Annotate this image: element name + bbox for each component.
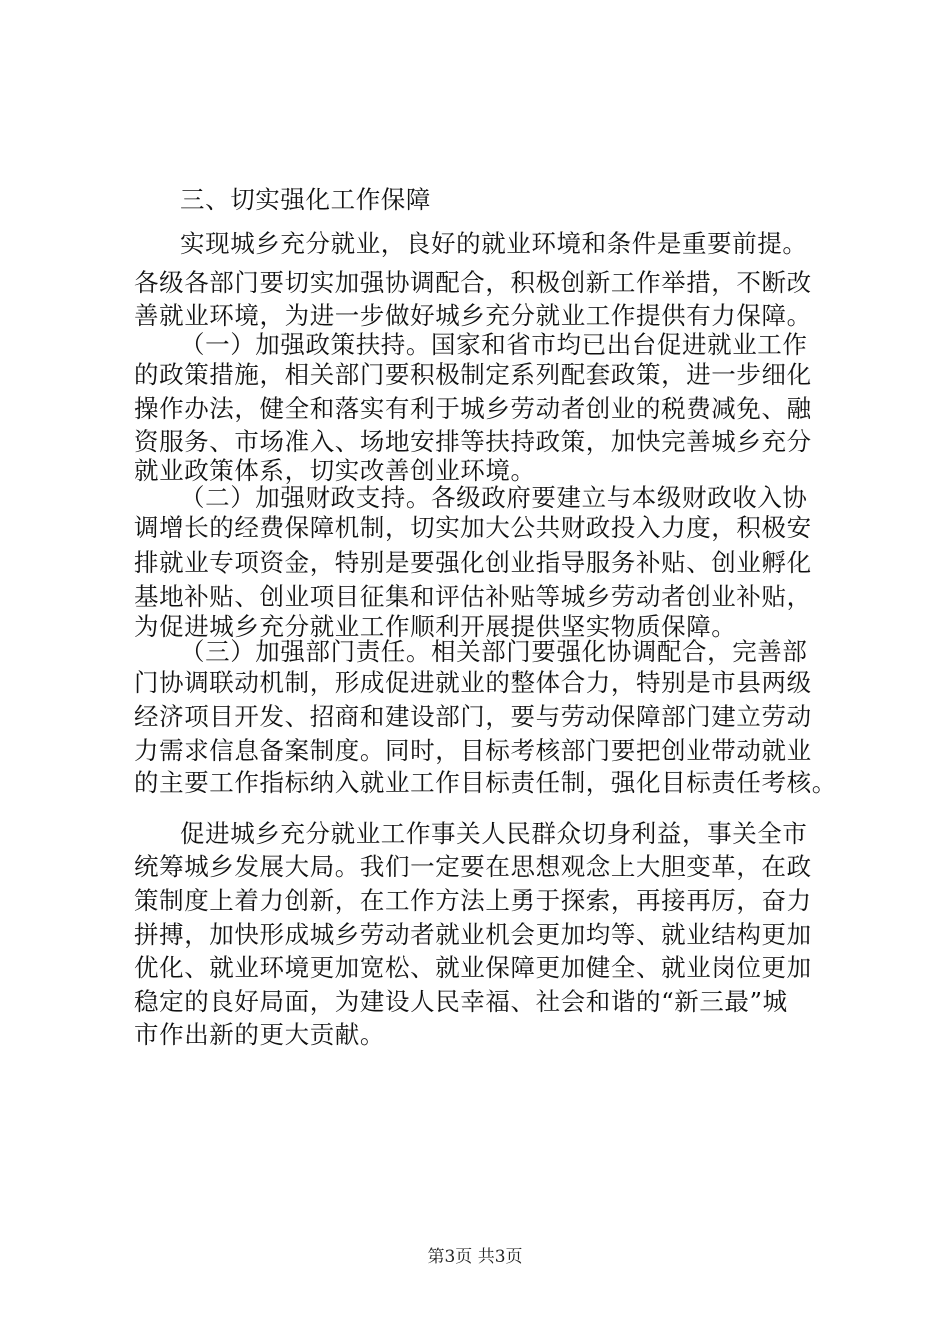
- text-line: 的政策措施，相关部门要积极制定系列配套政策，进一步细化: [134, 360, 812, 389]
- text-line: 力需求信息备案制度。同时，目标考核部门要把创业带动就业: [134, 736, 812, 765]
- text-line: 各级各部门要切实加强协调配合，积极创新工作举措，不断改: [134, 268, 812, 297]
- text-line: 经济项目开发、招商和建设部门，要与劳动保障部门建立劳动: [134, 702, 812, 731]
- page-number: 第3页 共3页: [427, 1247, 523, 1267]
- text-line: 统筹城乡发展大局。我们一定要在思想观念上大胆变革，在政: [134, 852, 812, 881]
- text-line: 调增长的经费保障机制，切实加大公共财政投入力度，积极安: [134, 513, 812, 542]
- text-line: 优化、就业环境更加宽松、就业保障更加健全、就业岗位更加: [134, 953, 812, 982]
- subsection-heading: （二）加强财政支持。各级政府要建立与本级财政收入协: [180, 483, 808, 512]
- text-line: 资服务、市场准入、场地安排等扶持政策，加快完善城乡充分: [134, 427, 812, 456]
- text-line: 策制度上着力创新，在工作方法上勇于探索，再接再厉，奋力: [134, 886, 812, 915]
- text-line: 稳定的良好局面，为建设人民幸福、社会和谐的“新三最”城: [134, 987, 788, 1016]
- section-heading: 三、切实强化工作保障: [180, 185, 431, 214]
- text-line: 善就业环境，为进一步做好城乡充分就业工作提供有力保障。: [134, 301, 812, 330]
- text-line: 促进城乡充分就业工作事关人民群众切身利益，事关全市: [180, 819, 808, 848]
- text-line: 基地补贴、创业项目征集和评估补贴等城乡劳动者创业补贴，: [134, 582, 812, 611]
- text-line: 实现城乡充分就业，良好的就业环境和条件是重要前提。: [180, 229, 808, 258]
- text-line: 排就业专项资金，特别是要强化创业指导服务补贴、创业孵化: [134, 548, 812, 577]
- text-line: 门协调联动机制，形成促进就业的整体合力，特别是市县两级: [134, 668, 812, 697]
- text-line: 为促进城乡充分就业工作顺利开展提供坚实物质保障。: [134, 612, 737, 641]
- text-line: 操作办法，健全和落实有利于城乡劳动者创业的税费减免、融: [134, 394, 812, 423]
- text-line: 拼搏，加快形成城乡劳动者就业机会更加均等、就业结构更加: [134, 920, 812, 949]
- text-line: 就业政策体系，切实改善创业环境。: [134, 456, 536, 485]
- text-line: 的主要工作指标纳入就业工作目标责任制，强化目标责任考核。: [134, 768, 837, 797]
- subsection-heading: （三）加强部门责任。相关部门要强化协调配合，完善部: [180, 637, 808, 666]
- text-line: 市作出新的更大贡献。: [134, 1020, 385, 1049]
- subsection-heading: （一）加强政策扶持。国家和省市均已出台促进就业工作: [180, 330, 808, 359]
